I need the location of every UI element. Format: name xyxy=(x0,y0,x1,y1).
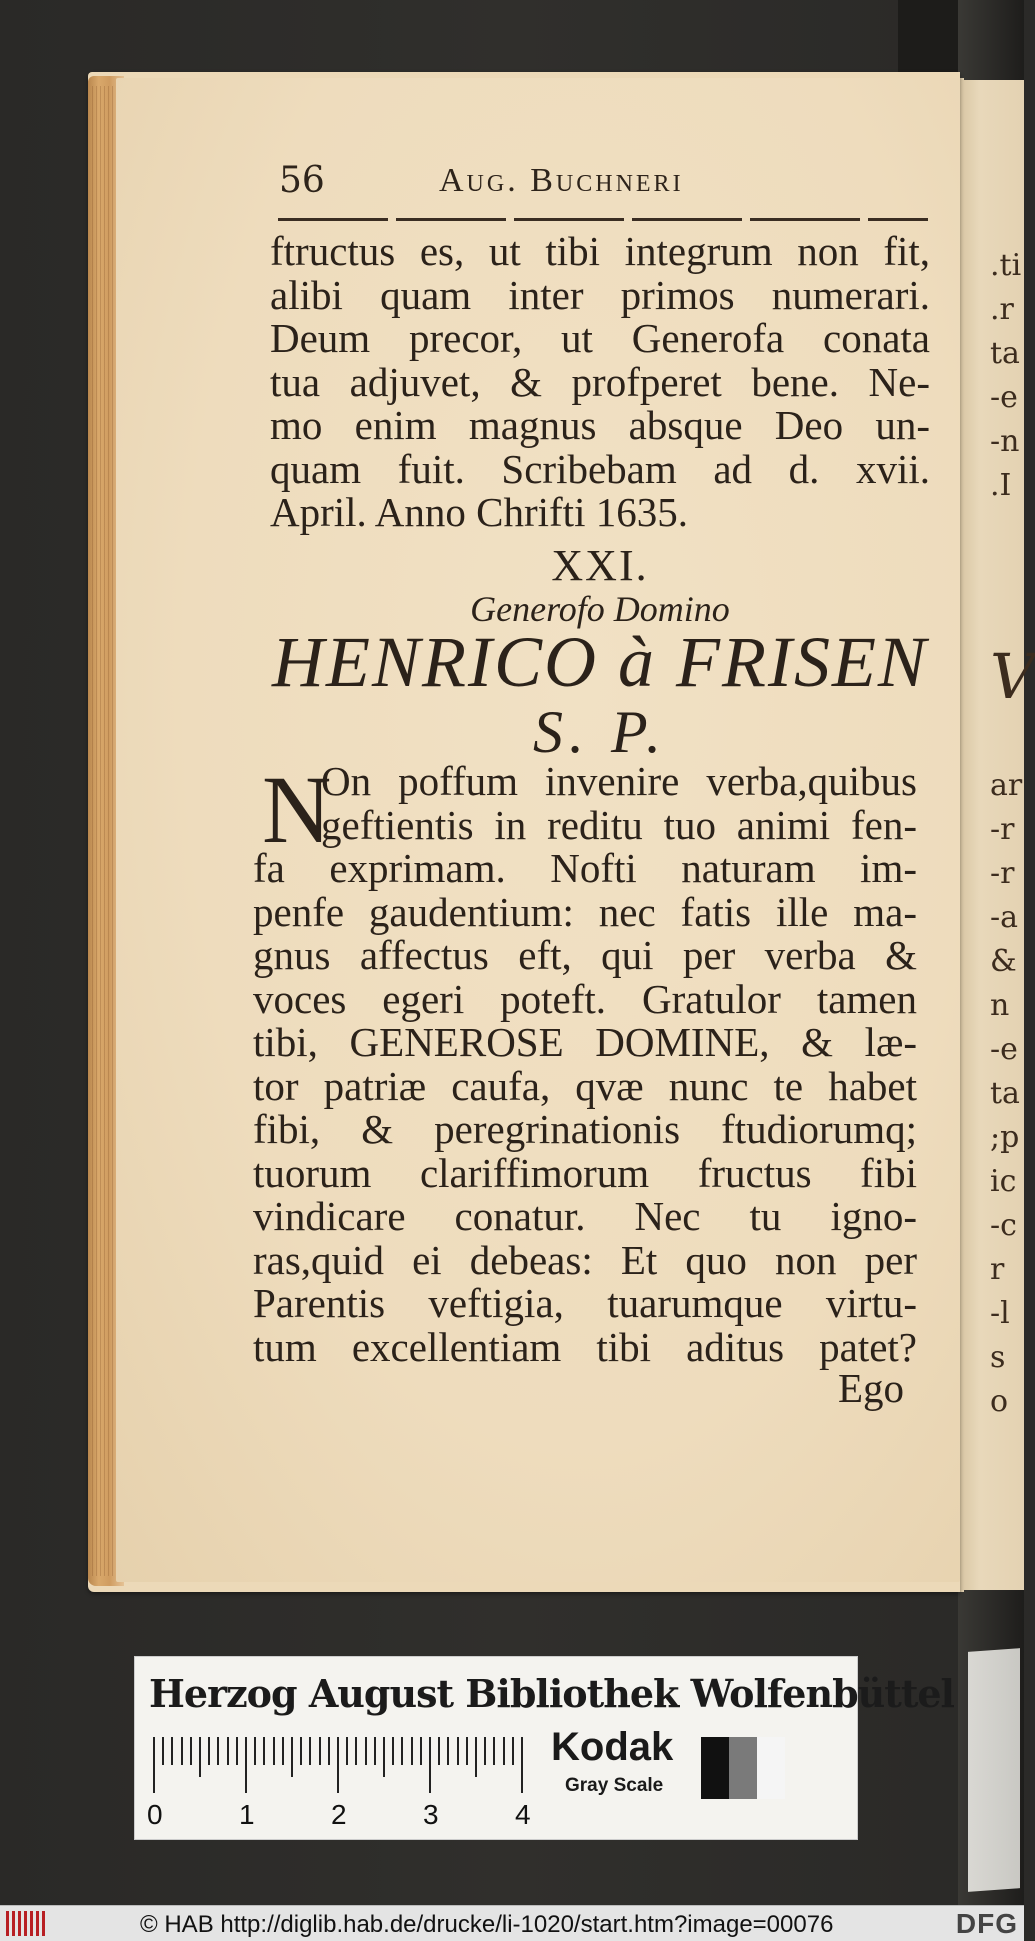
text-line: geftientis in reditu tuo animi fen- xyxy=(321,801,917,848)
ruler-tick xyxy=(429,1737,431,1793)
ruler-tick xyxy=(503,1737,505,1765)
facing-text-fragment: -l xyxy=(990,1296,1010,1331)
ruler-tick xyxy=(190,1737,192,1765)
text-line: fibi, & peregrinationis ftudiorumq; xyxy=(253,1106,917,1152)
facing-text-fragment: ;p xyxy=(990,1120,1020,1155)
paragraph-2 xyxy=(253,756,917,1370)
text-line: fa exprimam. Nofti naturam im- xyxy=(253,845,917,891)
ruler-tick xyxy=(337,1737,339,1793)
facing-text-fragment: & xyxy=(990,944,1017,979)
ruler-tick xyxy=(217,1737,219,1765)
ruler-tick xyxy=(346,1737,348,1765)
ruler-tick xyxy=(319,1737,321,1765)
footer-bar xyxy=(0,1905,1024,1941)
ruler-tick xyxy=(291,1737,293,1777)
facing-text-fragment: ic xyxy=(990,1164,1017,1199)
letter-sp: S. P. xyxy=(533,699,667,765)
ruler-tick xyxy=(162,1737,164,1765)
ruler-tick xyxy=(438,1737,440,1765)
dfg-logo: DFG xyxy=(955,1908,1018,1939)
facing-text-fragment: o xyxy=(990,1384,1009,1419)
kodak-logo: Kodak xyxy=(551,1725,674,1769)
spine-label xyxy=(968,1648,1020,1892)
text-line: On poffum invenire verba,quibus xyxy=(321,758,917,804)
text-line: tum excellentiam tibi aditus patet? xyxy=(253,1323,917,1370)
letter-numeral: XXI. xyxy=(551,541,649,590)
gray-scale-label: Gray Scale xyxy=(565,1775,664,1796)
ruler-tick xyxy=(365,1737,367,1765)
hab-logo-icon xyxy=(6,1911,46,1936)
facing-text-fragment: -r xyxy=(990,856,1015,891)
text-line: ftructus es, ut tibi integrum non fit, xyxy=(270,228,930,274)
ruler-tick xyxy=(512,1737,514,1765)
text-line: Deum precor, ut Generofa conata xyxy=(270,315,930,361)
ruler-tick xyxy=(447,1737,449,1765)
ruler-tick xyxy=(521,1737,523,1793)
ruler-tick xyxy=(411,1737,413,1765)
facing-text-fragment: V xyxy=(990,640,1035,713)
paragraph-1 xyxy=(270,230,930,535)
ruler-tick xyxy=(254,1737,256,1765)
facing-text-fragment: r xyxy=(990,1252,1005,1287)
catchword: Ego xyxy=(837,1365,904,1411)
text-line: tibi, GENEROSE DOMINE, & læ- xyxy=(253,1019,917,1065)
ruler-tick xyxy=(282,1737,284,1765)
letter-salutation: Generofo Domino xyxy=(470,589,730,629)
facing-text-fragment: -r xyxy=(990,812,1015,847)
facing-text-fragment: ta xyxy=(990,336,1020,371)
text-line: Parentis veftigia, tuarumque virtu- xyxy=(253,1280,917,1326)
letter-addressee: HENRICO à FRISEN xyxy=(272,622,928,702)
text-line: alibi quam inter primos numerari. xyxy=(270,271,930,318)
ruler-tick xyxy=(484,1737,486,1765)
drop-cap: N xyxy=(262,756,332,863)
text-line: gnus affectus eft, qui per verba & xyxy=(253,932,917,978)
gray-swatch xyxy=(757,1737,785,1799)
ruler-tick xyxy=(401,1737,403,1765)
ruler-tick xyxy=(236,1737,238,1765)
header-rule xyxy=(278,218,928,221)
ruler-tick xyxy=(153,1737,155,1793)
running-head: Aug. Buchneri xyxy=(439,162,684,199)
ruler-tick xyxy=(181,1737,183,1765)
facing-text-fragment: .r xyxy=(990,292,1014,327)
ruler-number: 4 xyxy=(515,1799,531,1830)
gray-swatch xyxy=(701,1737,729,1799)
facing-text-fragment: -e xyxy=(990,1032,1018,1067)
ruler-tick xyxy=(328,1737,330,1765)
ruler-number: 3 xyxy=(423,1799,439,1830)
facing-text-fragment: .I xyxy=(990,468,1012,503)
text-line: April. Anno Chrifti 1635. xyxy=(270,489,688,535)
facing-text-fragment: -a xyxy=(990,900,1019,935)
text-line: quam fuit. Scribebam ad d. xvii. xyxy=(270,445,930,492)
facing-text-fragment: -c xyxy=(990,1208,1017,1243)
page-header xyxy=(279,160,929,206)
ruler-tick xyxy=(245,1737,247,1793)
ruler-number: 1 xyxy=(239,1799,255,1830)
ruler-tick xyxy=(457,1737,459,1765)
facing-text-fragment: .ti xyxy=(990,248,1022,283)
ruler-tick xyxy=(392,1737,394,1765)
text-line: voces egeri poteft. Gratulor tamen xyxy=(253,975,917,1022)
ruler-tick xyxy=(263,1737,265,1765)
ruler-tick xyxy=(355,1737,357,1765)
facing-text-fragment: ar xyxy=(990,768,1023,803)
ruler-number: 2 xyxy=(331,1799,347,1830)
text-line: vindicare conatur. Nec tu igno- xyxy=(253,1193,917,1239)
ruler-tick xyxy=(420,1737,422,1765)
facing-text-fragment: -n xyxy=(990,424,1020,459)
facing-text-fragment: n xyxy=(990,988,1010,1023)
text-line: tua adjuvet, & profperet bene. Ne- xyxy=(270,358,930,405)
text-line: mo enim magnus absque Deo un- xyxy=(270,402,930,448)
ruler-tick xyxy=(475,1737,477,1777)
ruler-tick xyxy=(493,1737,495,1765)
ruler-tick xyxy=(383,1737,385,1777)
text-line: ras,quid ei debeas: Et quo non per xyxy=(253,1236,917,1283)
ruler-tick xyxy=(171,1737,173,1765)
ruler-tick xyxy=(273,1737,275,1765)
ruler-tick xyxy=(309,1737,311,1765)
text-line: tuorum clariffimorum fructus fibi xyxy=(253,1149,917,1196)
ruler-tick xyxy=(466,1737,468,1765)
text-line: tor patriæ caufa, qvæ nunc te habet xyxy=(253,1062,917,1109)
gray-swatch xyxy=(729,1737,757,1799)
footer-citation: © HAB http://diglib.hab.de/drucke/li-1020/start.htm?image=00076 xyxy=(140,1911,834,1938)
text-line: penfe gaudentium: nec fatis ille ma- xyxy=(253,888,917,935)
scale-ruler xyxy=(147,1737,531,1830)
ruler-tick xyxy=(208,1737,210,1765)
facing-text-fragment: ta xyxy=(990,1076,1020,1111)
ruler-tick xyxy=(199,1737,201,1777)
library-title: Herzog August Bibliothek Wolfenbüttel xyxy=(149,1671,954,1716)
color-target-card xyxy=(134,1656,954,1840)
page-number: 56 xyxy=(279,160,325,201)
facing-text-fragment: s xyxy=(990,1340,1006,1375)
ruler-tick xyxy=(227,1737,229,1765)
facing-text-fragment: -e xyxy=(990,380,1018,415)
ruler-tick xyxy=(374,1737,376,1765)
ruler-tick xyxy=(300,1737,302,1765)
ruler-number: 0 xyxy=(147,1799,163,1830)
